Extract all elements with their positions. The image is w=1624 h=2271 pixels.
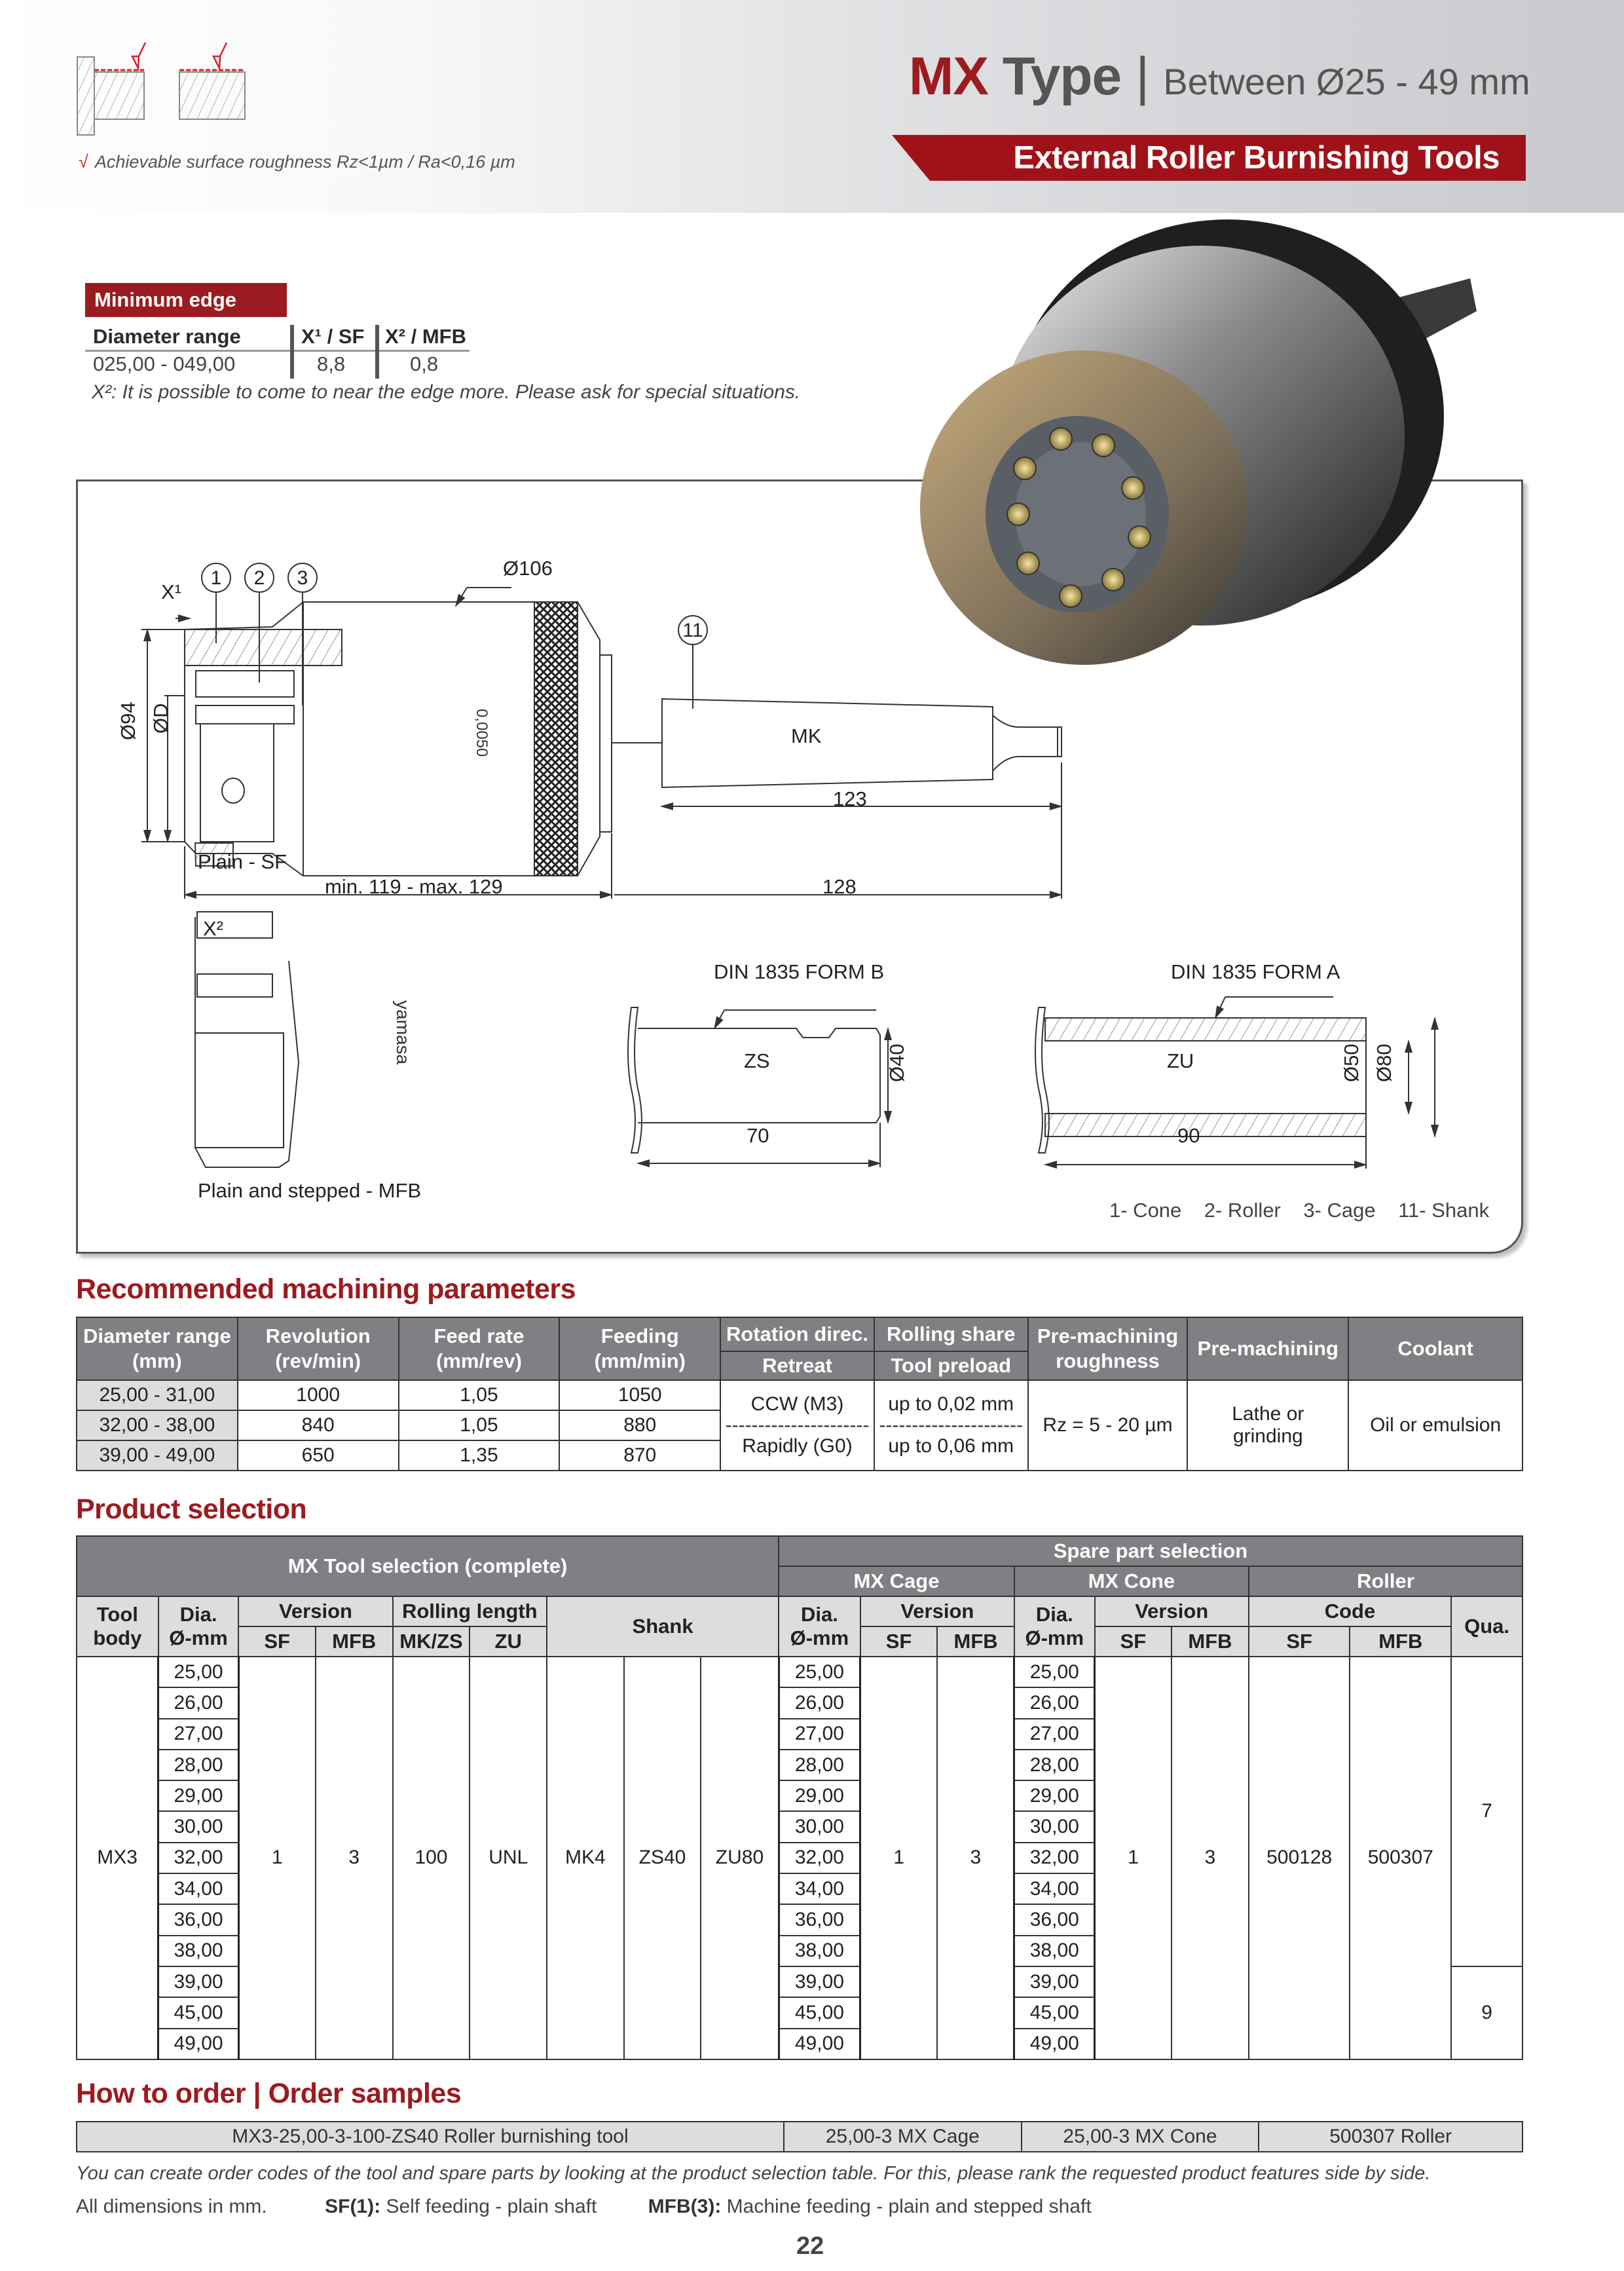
cell-feeding: 870 [559,1440,720,1471]
minimum-edge-tag: Minimum edge [85,283,287,317]
sf-text: Self feeding - plain shaft [386,2196,597,2217]
stepped-shaft-icon [77,43,145,135]
roughness-note [79,152,515,172]
cell-tool-dia: 25,00 [158,1657,239,1687]
cell-diameter: 39,00 - 49,00 [77,1440,238,1471]
cell-shank-zu: ZU80 [701,1657,779,2059]
cell-tool-dia: 36,00 [158,1904,239,1935]
dim-x2: X² [203,917,223,940]
callout-11-label: 11 [682,620,703,641]
dim-minmax: min. 119 - max. 129 [325,875,503,898]
product-selection-title: Product selection [76,1493,307,1525]
cell-pre-machining: Lathe or grinding [1187,1380,1348,1471]
cell-feeding: 880 [559,1410,720,1440]
cell-revolution: 1000 [238,1380,399,1410]
plain-shaft-icon [179,43,245,119]
cell-cage-dia: 32,00 [779,1843,860,1873]
callout-2-label: 2 [253,567,265,589]
th-coolant: Coolant [1348,1317,1522,1380]
th-version: Version [238,1596,392,1626]
dim-90: 90 [1177,1124,1200,1147]
cell-cone-dia: 34,00 [1014,1873,1095,1904]
th-rolling-share: Rolling share [874,1317,1028,1351]
cell-qua-small: 7 [1451,1657,1522,1966]
mfb-text: Machine feeding - plain and stepped shaft [726,2196,1092,2217]
cell-roller-mfb: 500307 [1350,1657,1451,2059]
category-banner-text: External Roller Burnishing Tools [1013,140,1500,176]
cell-cone-dia: 36,00 [1014,1904,1095,1935]
th-feed-rate: Feed rate (mm/rev) [399,1317,560,1380]
order-sample-cone: 25,00-3 MX Cone [1022,2122,1259,2152]
shank-zs-label: ZS [744,1049,770,1072]
din-form-a-label: DIN 1835 FORM A [1171,960,1340,983]
cell-cone-dia: 25,00 [1014,1657,1095,1687]
th-diameter-range: Diameter range (mm) [77,1317,238,1380]
cell-cone-dia: 30,00 [1014,1811,1095,1842]
scale-engraving: 0,0050 [473,709,490,757]
me-separator [290,325,294,379]
th-cone-dia: Dia. Ø-mm [1014,1596,1095,1657]
cell-rolling-mkzs: 100 [393,1657,470,2059]
cell-cone-dia: 29,00 [1014,1780,1095,1811]
table-row [77,1657,1522,1687]
title-separator: | [1135,47,1149,106]
cell-cage-dia: 28,00 [779,1750,860,1780]
me-x2-value: 0,8 [410,352,439,375]
sf-key: SF(1): [325,2196,381,2217]
cell-feed-rate: 1,05 [399,1380,560,1410]
order-sample-cage: 25,00-3 MX Cage [784,2122,1022,2152]
table-row [77,1380,1522,1410]
th-rotation: Rotation direc. [720,1317,874,1351]
cell-tool-dia: 45,00 [158,1997,239,2028]
th-cage-dia: Dia. Ø-mm [779,1596,860,1657]
cell-cage-dia: 39,00 [779,1966,860,1997]
cell-cone-dia: 39,00 [1014,1966,1095,1997]
me-header-diameter: Diameter range [93,325,241,348]
me-header-rule [85,350,470,352]
cell-tool-dia: 30,00 [158,1811,239,1842]
th-mx-cage: MX Cage [779,1566,1014,1596]
cell-tool-dia: 28,00 [158,1750,239,1780]
cell-rotation-retreat: CCW (M3) ---------------------- Rapidly (G0) [720,1380,874,1471]
th-cone-sf: SF [1095,1626,1172,1657]
dimensions-note: All dimensions in mm. [76,2196,267,2217]
th-spare-selection: Spare part selection [779,1536,1522,1566]
cell-cone-dia: 27,00 [1014,1719,1095,1750]
me-separator [375,325,379,379]
cell-cone-dia: 26,00 [1014,1687,1095,1718]
dim-70: 70 [747,1124,769,1147]
th-cage-sf: SF [860,1626,938,1657]
cell-cage-dia: 27,00 [779,1719,860,1750]
th-mkzs: MK/ZS [393,1626,470,1657]
th-tool-preload: Tool preload [874,1351,1028,1380]
zu-shank-drawing [1035,997,1435,1169]
th-cage-version: Version [860,1596,1014,1626]
parts-legend: 1- Cone 2- Roller 3- Cage 11- Shank [1109,1199,1490,1222]
cell-cage-sf: 1 [860,1657,938,2059]
cell-tool-dia: 32,00 [158,1843,239,1873]
page-title [909,46,1530,107]
cell-cage-dia: 45,00 [779,1997,860,2028]
cell-feeding: 1050 [559,1380,720,1410]
recommended-parameters-table [76,1317,1523,1471]
th-zu: ZU [470,1626,547,1657]
brand-engraving: yamasa [393,1000,413,1065]
th-shank: Shank [547,1596,779,1657]
plain-sf-label: Plain - SF [198,850,287,873]
th-roller-mfb: MFB [1350,1626,1451,1657]
th-mx-cone: MX Cone [1014,1566,1249,1596]
cell-cage-dia: 30,00 [779,1811,860,1842]
me-header-x2: X² / MFB [385,325,466,348]
cell-diameter: 25,00 - 31,00 [77,1380,238,1410]
order-samples-table [76,2121,1523,2152]
cell-tool-body: MX3 [77,1657,158,2059]
minimum-edge-note: X²: It is possible to come to near the edge more. Please ask for special situations. [92,381,801,403]
me-header-x1: X¹ / SF [301,325,365,348]
shank-zu-label: ZU [1167,1049,1194,1072]
th-dia: Dia. Ø-mm [158,1596,239,1657]
dim-123: 123 [833,787,867,810]
th-sf: SF [238,1626,316,1657]
dim-d40: Ø40 [885,1043,908,1082]
cell-shank-zs: ZS40 [624,1657,701,2059]
th-pre-machining: Pre-machining [1187,1317,1348,1380]
roughness-check-icon: √ [79,152,88,172]
cell-tool-dia: 39,00 [158,1966,239,1997]
title-type: Type [1002,47,1122,106]
cell-shank-mk: MK4 [547,1657,624,2059]
plain-stepped-mfb-label: Plain and stepped - MFB [198,1179,422,1202]
th-pre-roughness: Pre-machining roughness [1028,1317,1188,1380]
cell-feed-rate: 1,35 [399,1440,560,1471]
how-to-order-title: How to order | Order samples [76,2078,462,2109]
cell-pre-roughness: Rz = 5 - 20 µm [1028,1380,1188,1471]
din-form-b-label: DIN 1835 FORM B [714,960,885,983]
cell-version-sf: 1 [238,1657,316,2059]
cell-cone-dia: 45,00 [1014,1997,1095,2028]
cell-tool-dia: 29,00 [158,1780,239,1811]
roughness-note-text: Achievable surface roughness Rz<1µm / Ra<0,16 µm [94,152,515,172]
cell-cage-dia: 49,00 [779,2029,860,2059]
mfb-key: MFB(3): [648,2196,722,2217]
th-roller: Roller [1249,1566,1522,1596]
dim-dD: ØD [149,703,172,734]
cell-cone-mfb: 3 [1172,1657,1249,2059]
cell-qua-large: 9 [1451,1966,1522,2059]
cell-tool-dia: 26,00 [158,1687,239,1718]
product-selection-table [76,1535,1523,2060]
cell-cage-dia: 38,00 [779,1936,860,1966]
cell-revolution: 650 [238,1440,399,1471]
th-mfb: MFB [316,1626,393,1657]
cell-cone-dia: 49,00 [1014,2029,1095,2059]
th-qua: Qua. [1451,1596,1522,1657]
cell-cage-mfb: 3 [937,1657,1014,2059]
cell-cage-dia: 36,00 [779,1904,860,1935]
me-diameter-value: 025,00 - 049,00 [93,352,236,375]
th-cone-mfb: MFB [1172,1626,1249,1657]
dim-128: 128 [822,875,857,898]
dim-d106: Ø106 [503,557,553,580]
surface-roughness-diagram [72,39,439,144]
cell-cage-dia: 25,00 [779,1657,860,1687]
footer-legend [76,2196,1092,2218]
cell-share-preload: up to 0,02 mm ---------------------- up to 0,06 mm [874,1380,1028,1471]
me-x1-value: 8,8 [317,352,346,375]
mk-shank-drawing [612,699,1061,787]
cell-coolant: Oil or emulsion [1348,1380,1522,1471]
product-photo [913,219,1483,671]
cell-tool-dia: 34,00 [158,1873,239,1904]
title-range: Between Ø25 - 49 mm [1163,61,1530,102]
order-sample-roller: 500307 Roller [1259,2122,1522,2152]
th-cone-version: Version [1095,1596,1249,1626]
cell-cone-dia: 28,00 [1014,1750,1095,1780]
cell-revolution: 840 [238,1410,399,1440]
cell-cage-dia: 34,00 [779,1873,860,1904]
dim-d94: Ø94 [117,702,139,740]
th-tool-body: Tool body [77,1596,158,1657]
th-roller-code: Code [1249,1596,1451,1626]
dim-d50: Ø50 [1340,1043,1363,1082]
callout-1-label: 1 [210,567,222,589]
th-cage-mfb: MFB [937,1626,1014,1657]
cell-cone-dia: 38,00 [1014,1936,1095,1966]
cell-tool-dia: 38,00 [158,1936,239,1966]
cell-cone-dia: 32,00 [1014,1843,1095,1873]
cell-cage-dia: 29,00 [779,1780,860,1811]
recommended-parameters-title: Recommended machining parameters [76,1273,576,1305]
title-mx: MX [909,47,988,106]
tool-body-drawing [185,602,612,876]
cell-feed-rate: 1,05 [399,1410,560,1440]
callout-3-label: 3 [297,567,308,589]
th-rolling-length: Rolling length [393,1596,547,1626]
cell-version-mfb: 3 [316,1657,393,2059]
th-retreat: Retreat [720,1351,874,1380]
order-sample-tool: MX3-25,00-3-100-ZS40 Roller burnishing tool [77,2122,784,2152]
order-instruction: You can create order codes of the tool and spare parts by looking at the product selection table. For this, please rank the requested product features side by side. [76,2163,1431,2184]
table-row [77,2122,1522,2152]
mfb-detail-drawing [195,843,299,1167]
cell-diameter: 32,00 - 38,00 [77,1410,238,1440]
th-revolution: Revolution (rev/min) [238,1317,399,1380]
cell-tool-dia: 49,00 [158,2029,239,2059]
th-roller-sf: SF [1249,1626,1350,1657]
th-feeding: Feeding (mm/min) [559,1317,720,1380]
dim-x1: X¹ [161,580,181,603]
cell-roller-sf: 500128 [1249,1657,1350,2059]
cell-cage-dia: 26,00 [779,1687,860,1718]
th-tool-selection: MX Tool selection (complete) [77,1536,779,1596]
page-number: 22 [796,2232,824,2260]
cell-cone-sf: 1 [1095,1657,1172,2059]
cell-tool-dia: 27,00 [158,1719,239,1750]
dim-d80: Ø80 [1373,1043,1395,1082]
shank-mk-label: MK [791,724,822,747]
cell-rolling-zu: UNL [470,1657,547,2059]
